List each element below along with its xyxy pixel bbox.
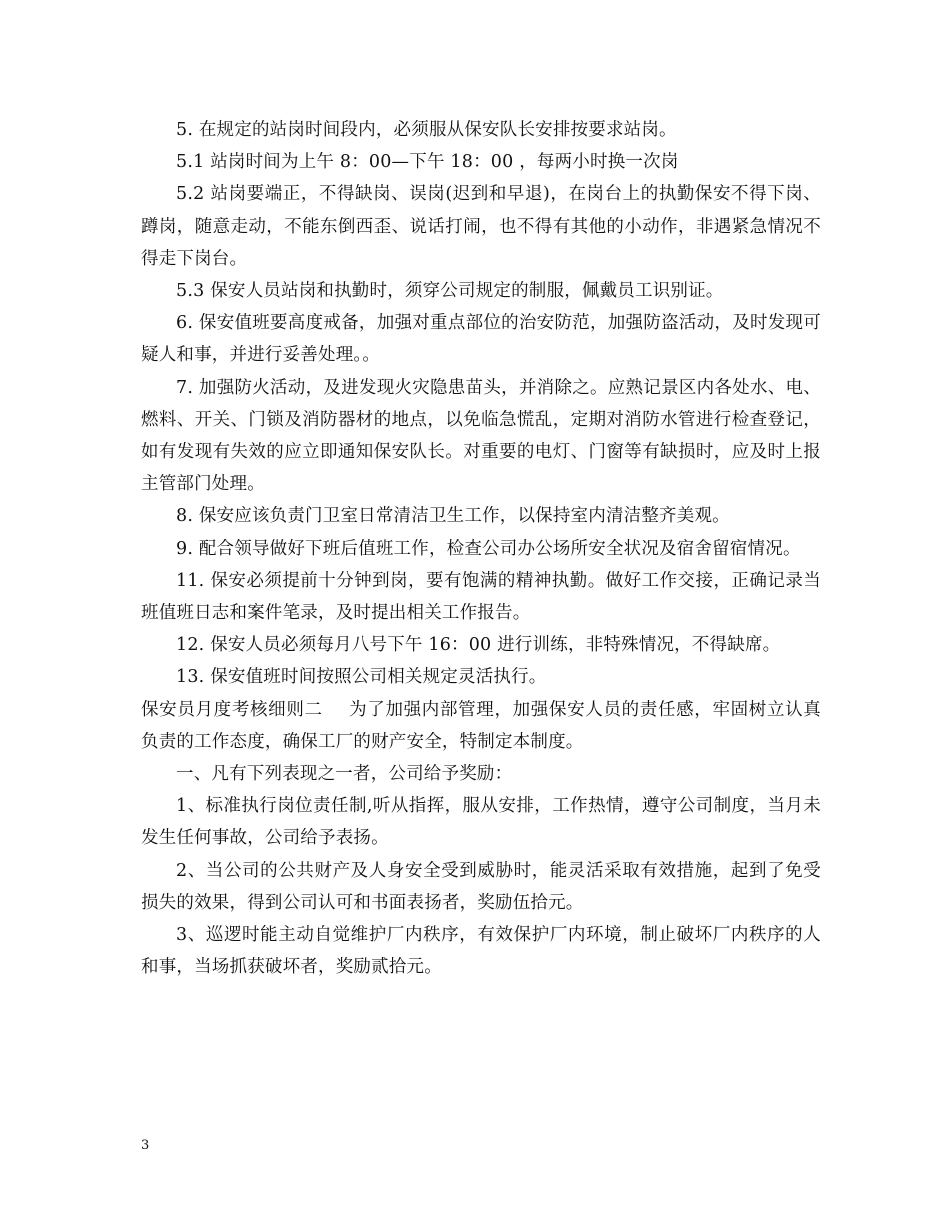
paragraph-8: 8. 保安应该负责门卫室日常清洁卫生工作，以保持室内清洁整齐美观。 [176,506,730,527]
section-paragraph [141,694,821,758]
paragraph-9: 9. 配合领导做好下班后值班工作，检查公司办公场所安全状况及宿舍留宿情况。 [176,538,801,559]
paragraph-11: 11. 保安必须提前十分钟到岗，要有饱满的精神执勤。做好工作交接，正确记录当班值班日志和案件笔录，及时提出相关工作报告。 [141,570,821,624]
paragraph-5-3: 5.3 保安人员站岗和执勤时，须穿公司规定的制服，佩戴员工识别证。 [176,281,724,302]
paragraph-6: 6. 保安值班要高度戒备，加强对重点部位的治安防范，加强防盗活动，及时发现可疑人和事，并进行妥善处理。。 [141,313,821,366]
reward-item-3: 3、巡逻时能主动自觉维护厂内秩序，有效保护厂内环境，制止破坏厂内秩序的人和事，当场抓获破坏者，奖励贰拾元。 [141,925,821,978]
paragraph-7: 7. 加强防火活动，及进发现火灾隐患苗头，并消除之。应熟记景区内各处水、电、燃料、开关、门锁及消防器材的地点，以免临急慌乱，定期对消防水管进行检查登记，如有发现有失效的应立即通知保安队长。对重要的电灯、门窗等有缺损时，应及时上报主管部门处理。 [141,377,821,495]
reward-heading: 一、凡有下列表现之一者，公司给予奖励： [176,764,513,785]
document-body [141,114,821,983]
paragraph-5-1: 5.1 站岗时间为上午 8：00—下午 18：00 ，每两小时换一次岗 [176,152,679,173]
page-number: 3 [141,1138,150,1153]
paragraph-5: 5. 在规定的站岗时间段内，必须服从保安队长安排按要求站岗。 [176,120,677,140]
section-intro: 为了加强内部管理，加强保安人员的责任感，牢固树立认真负责的工作态度，确保工厂的财产安全，特制定本制度。 [141,699,822,752]
reward-item-1: 1、标准执行岗位责任制,听从指挥，服从安排，工作热情，遵守公司制度，当月未发生任何事故，公司给予表扬。 [141,796,821,849]
section-heading: 保安员月度考核细则二 [141,699,323,720]
reward-item-2: 2、当公司的公共财产及人身安全受到威胁时，能灵活采取有效措施，起到了免受损失的效果，得到公司认可和书面表扬者，奖励伍拾元。 [141,860,821,913]
paragraph-13: 13. 保安值班时间按照公司相关规定灵活执行。 [176,667,547,688]
paragraph-5-2: 5.2 站岗要端正，不得缺岗、误岗(迟到和早退)，在岗台上的执勤保安不得下岗、蹲岗，随意走动，不能东倒西歪、说话打闹，也不得有其他的小动作，非遇紧急情况不得走下岗台。 [141,184,821,269]
paragraph-12: 12. 保安人员必须每月八号下午 16：00 进行训练，非特殊情况，不得缺席。 [176,635,781,656]
